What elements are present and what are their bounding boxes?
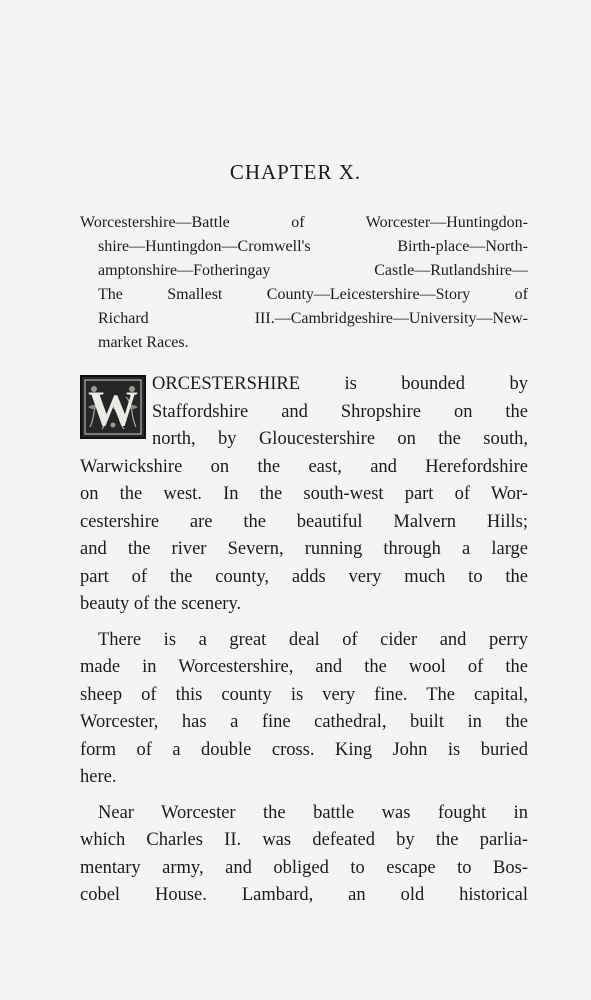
text-line: cobel House. Lambard, an old historical bbox=[80, 885, 528, 905]
summary-line: Worcestershire—Battle of Worcester—Huntingdon- bbox=[80, 214, 528, 231]
text-line: beauty of the scenery. bbox=[80, 594, 242, 614]
text-line: which Charles II. was defeated by the parlia- bbox=[80, 830, 528, 850]
text-line: made in Worcestershire, and the wool of the bbox=[80, 657, 528, 677]
text-line: sheep of this county is very fine. The capital, bbox=[80, 684, 528, 705]
chapter-summary bbox=[80, 211, 528, 355]
summary-line: shire—Huntingdon—Cromwell's Birth-place—North- bbox=[98, 238, 528, 255]
drop-cap-letter: W bbox=[88, 380, 138, 436]
text-line: north, by Gloucestershire on the south, bbox=[152, 429, 528, 449]
text-line: Staffordshire and Shropshire on the bbox=[152, 401, 528, 422]
text-line: Worcester, has a fine cathedral, built in the bbox=[80, 712, 528, 732]
summary-line: market Races. bbox=[98, 334, 189, 351]
text-line: form of a double cross. King John is buried bbox=[80, 739, 528, 760]
text-line: mentary army, and obliged to escape to Bos- bbox=[80, 857, 528, 878]
text-line: part of the county, adds very much to the bbox=[80, 566, 528, 587]
paragraph bbox=[80, 627, 528, 792]
chapter-title: CHAPTER X. bbox=[229, 160, 362, 184]
text-line: There is a great deal of cider and perry bbox=[98, 629, 528, 650]
text-line: here. bbox=[80, 767, 117, 787]
summary-line: The Smallest County—Leicestershire—Story of bbox=[98, 286, 528, 303]
text-line: Warwickshire on the east, and Herefordshire bbox=[80, 456, 528, 477]
text-line: and the river Severn, running through a large bbox=[80, 539, 528, 559]
text-line: on the west. In the south-west part of Wor- bbox=[80, 484, 528, 504]
paragraph bbox=[80, 800, 528, 910]
summary-line: amptonshire—Fotheringay Castle—Rutlandshire— bbox=[98, 262, 528, 279]
body-text bbox=[80, 371, 528, 910]
text-line: cestershire are the beautiful Malvern Hills; bbox=[80, 511, 528, 532]
text-line: ORCESTERSHIRE is bounded by bbox=[152, 374, 528, 394]
text-line: Near Worcester the battle was fought in bbox=[98, 802, 528, 823]
summary-line: Richard III.—Cambridgeshire—University—New- bbox=[98, 310, 528, 327]
paragraph bbox=[80, 371, 528, 619]
